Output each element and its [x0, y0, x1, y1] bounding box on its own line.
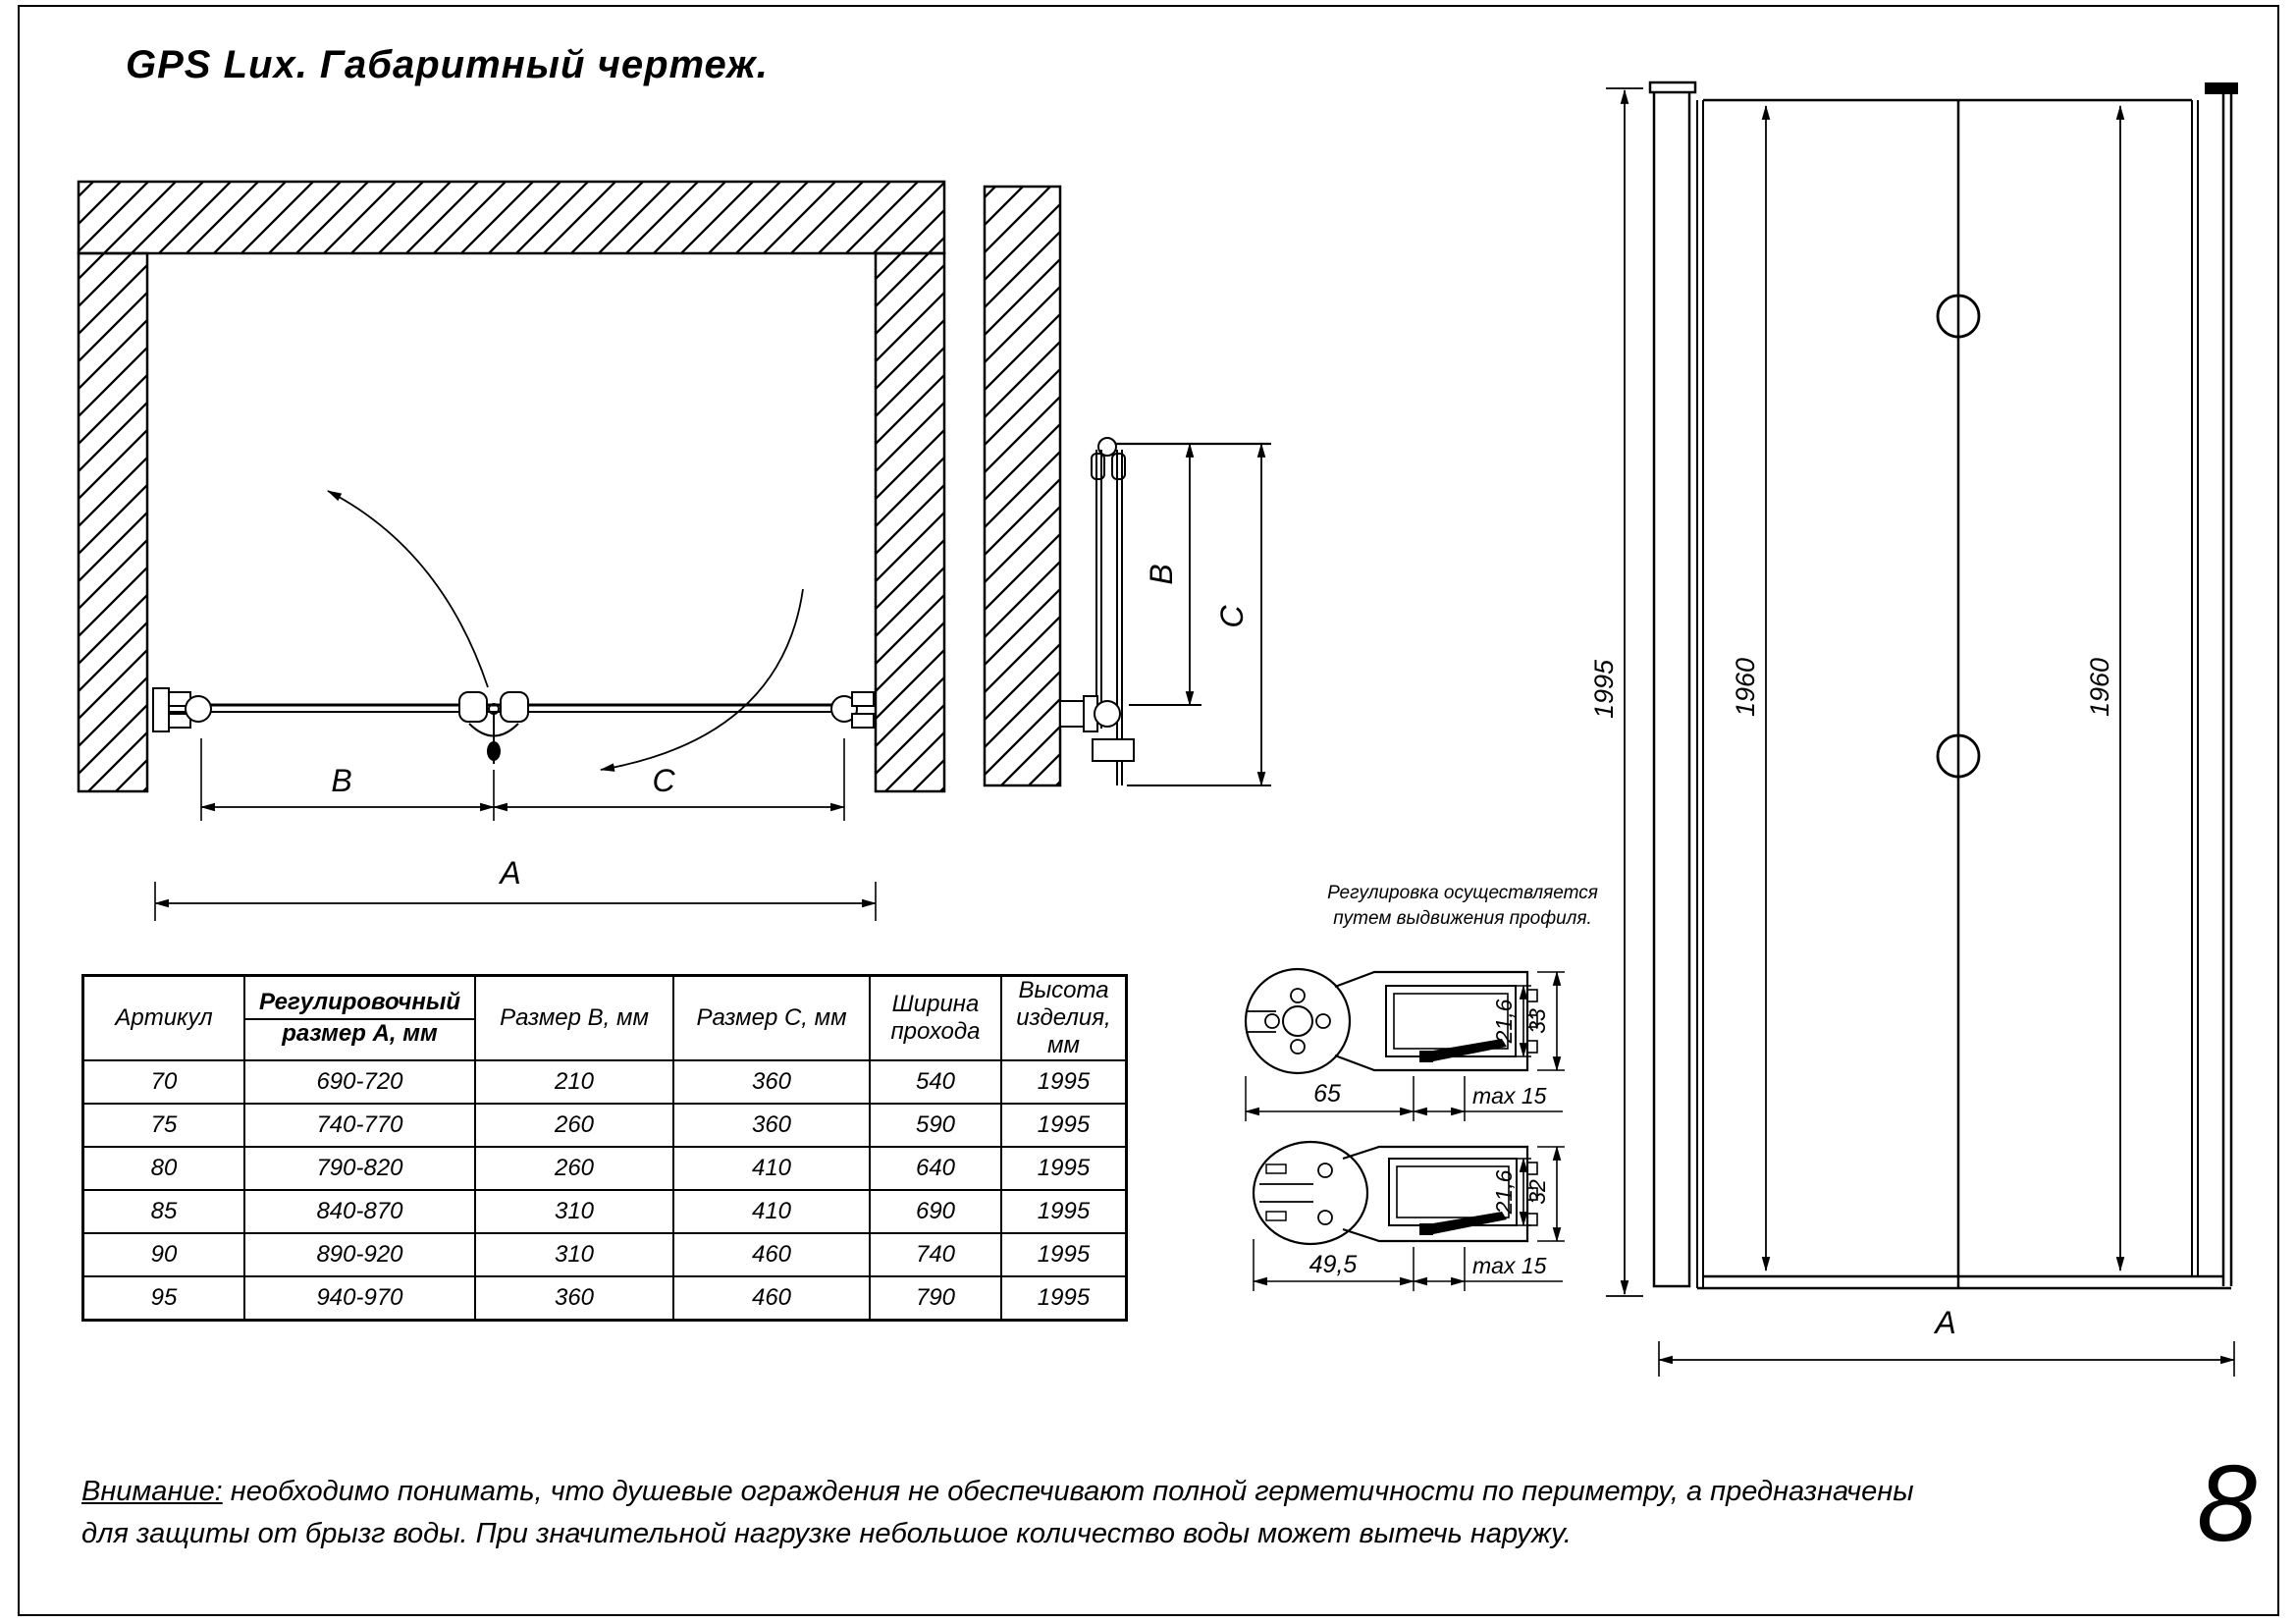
- table-header-row: [83, 976, 1127, 1061]
- header-size-a-line2: размер А, мм: [282, 1020, 438, 1047]
- cell-article: 70: [83, 1060, 245, 1104]
- plan-wall-left: [79, 253, 147, 791]
- header-passage: Ширина прохода: [870, 976, 1001, 1061]
- header-size-a-line1: Регулировочный: [245, 989, 474, 1020]
- table-row: [83, 1060, 1127, 1104]
- plan-center-hinge: [459, 692, 528, 764]
- cell-height: 1995: [1001, 1276, 1127, 1321]
- p2-inner-height-label: 21,6: [1491, 1169, 1517, 1215]
- cell-passage: 740: [870, 1233, 1001, 1276]
- cell-size-a: 840-870: [244, 1190, 475, 1233]
- front-right-profile-cap: [2205, 82, 2238, 94]
- cell-size-b: 260: [475, 1104, 673, 1147]
- detail-dim-b-label: B: [1144, 564, 1179, 585]
- table-row: [83, 1104, 1127, 1147]
- cell-size-c: 360: [673, 1060, 870, 1104]
- p2-max-label: max 15: [1472, 1253, 1547, 1278]
- cell-article: 95: [83, 1276, 245, 1321]
- plan-view: [79, 182, 944, 921]
- detail-handle: [1093, 739, 1134, 761]
- header-article: Артикул: [83, 976, 245, 1061]
- cell-passage: 690: [870, 1190, 1001, 1233]
- cell-size-b: 360: [475, 1276, 673, 1321]
- cell-height: 1995: [1001, 1060, 1127, 1104]
- cell-height: 1995: [1001, 1147, 1127, 1190]
- cell-article: 90: [83, 1233, 245, 1276]
- header-size-a: [244, 976, 475, 1061]
- cell-size-c: 460: [673, 1276, 870, 1321]
- warning-label: Внимание:: [81, 1476, 223, 1507]
- profile-section-2: [1254, 1142, 1565, 1291]
- cell-size-b: 210: [475, 1060, 673, 1104]
- p1-max-label: max 15: [1472, 1083, 1547, 1109]
- header-size-b: Размер В, мм: [475, 976, 673, 1061]
- cell-article: 85: [83, 1190, 245, 1233]
- page-title: GPS Lux. Габаритный чертеж.: [126, 43, 769, 86]
- adjustment-note-line1: Регулировка осуществляется: [1327, 883, 1598, 903]
- cell-size-a: 740-770: [244, 1104, 475, 1147]
- cell-size-a: 790-820: [244, 1147, 475, 1190]
- plan-wall-right: [876, 253, 944, 791]
- cell-passage: 590: [870, 1104, 1001, 1147]
- adjustment-note-line2: путем выдвижения профиля.: [1333, 908, 1592, 929]
- warning-note: [81, 1471, 2005, 1555]
- table-row: [83, 1147, 1127, 1190]
- detail-dim-c-label: C: [1214, 605, 1250, 628]
- p1-inner-height-label: 21,6: [1491, 999, 1517, 1044]
- cell-size-b: 310: [475, 1190, 673, 1233]
- cell-size-c: 410: [673, 1190, 870, 1233]
- cell-height: 1995: [1001, 1104, 1127, 1147]
- p1-outer-height-label: 33: [1524, 1008, 1550, 1034]
- cell-passage: 640: [870, 1147, 1001, 1190]
- plan-dim-c-label: C: [652, 763, 675, 798]
- warning-text-line2: для защиты от брызг воды. При значительной нагрузке небольшое количество воды может вытечь наружу.: [81, 1518, 1572, 1549]
- plan-wall-top: [79, 182, 944, 253]
- table-row: [83, 1190, 1127, 1233]
- p2-width-label: 49,5: [1308, 1251, 1358, 1278]
- p2-outer-height-label: 32: [1524, 1179, 1550, 1205]
- header-height: Высота изделия, мм: [1001, 976, 1127, 1061]
- page-number: 8: [2197, 1443, 2258, 1564]
- plan-swing-arc-lower: [601, 589, 803, 770]
- cell-passage: 790: [870, 1276, 1001, 1321]
- front-dim-a-label: A: [1935, 1305, 1956, 1340]
- p1-width-label: 65: [1313, 1080, 1341, 1108]
- cell-size-b: 310: [475, 1233, 673, 1276]
- plan-dim-a-label: A: [500, 855, 521, 891]
- plan-left-hinge: [153, 688, 211, 731]
- header-size-c: Размер С, мм: [673, 976, 870, 1061]
- folded-door-detail: [985, 187, 1271, 785]
- cell-article: 80: [83, 1147, 245, 1190]
- cell-passage: 540: [870, 1060, 1001, 1104]
- profile-section-1: [1246, 969, 1565, 1121]
- cell-size-b: 260: [475, 1147, 673, 1190]
- plan-swing-arc-upper: [328, 491, 488, 687]
- table-row: [83, 1276, 1127, 1321]
- front-dim-1960-right-label: 1960: [2085, 657, 2114, 718]
- detail-wall-column: [985, 187, 1060, 785]
- front-left-profile: [1654, 90, 1689, 1286]
- detail-wall-bracket: [1060, 696, 1120, 731]
- adjustment-note: [1252, 881, 1674, 932]
- cell-size-a: 690-720: [244, 1060, 475, 1104]
- cell-height: 1995: [1001, 1190, 1127, 1233]
- cell-size-a: 890-920: [244, 1233, 475, 1276]
- cell-size-c: 410: [673, 1147, 870, 1190]
- front-view: [1589, 82, 2238, 1377]
- cell-height: 1995: [1001, 1233, 1127, 1276]
- table-row: [83, 1233, 1127, 1276]
- cell-size-c: 360: [673, 1104, 870, 1147]
- size-spec-table: [81, 974, 1128, 1322]
- cell-size-a: 940-970: [244, 1276, 475, 1321]
- plan-dim-b-label: B: [331, 763, 352, 798]
- warning-text-line1: необходимо понимать, что душевые ограждения не обеспечивают полной герметичности по периметру, а предназначены: [222, 1476, 1914, 1507]
- cell-size-c: 460: [673, 1233, 870, 1276]
- cell-article: 75: [83, 1104, 245, 1147]
- front-dim-1960-left-label: 1960: [1731, 657, 1760, 718]
- front-dim-1995-label: 1995: [1589, 659, 1619, 720]
- plan-right-hinge: [831, 692, 874, 728]
